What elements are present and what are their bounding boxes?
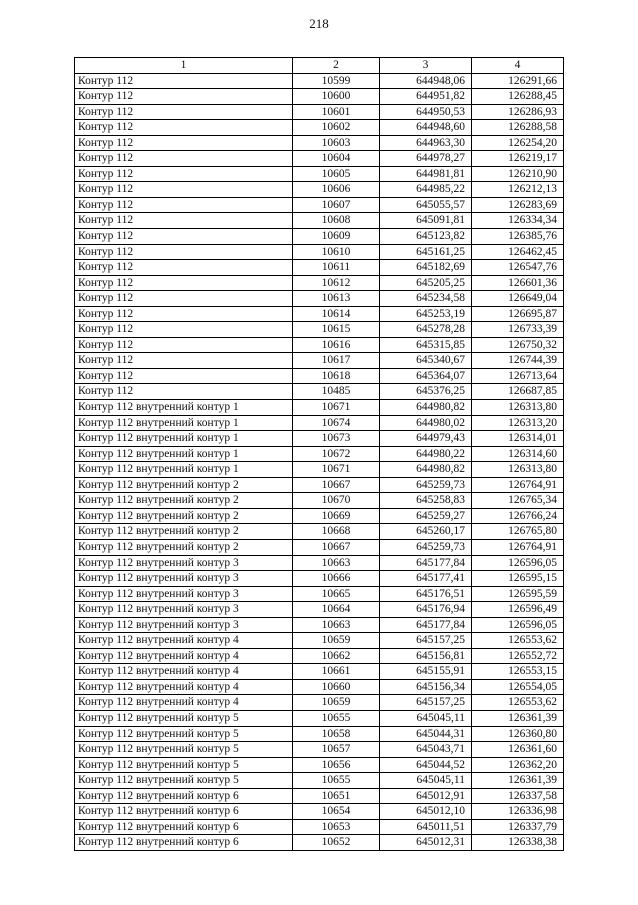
y-coordinate-cell: 126212,13 <box>472 182 564 198</box>
table-row <box>75 73 564 89</box>
x-coordinate-cell: 645155,91 <box>380 664 472 680</box>
y-coordinate-cell: 126313,80 <box>472 462 564 478</box>
contour-name-cell: Контур 112 внутренний контур 4 <box>75 695 293 711</box>
x-coordinate-cell: 645253,19 <box>380 306 472 322</box>
y-coordinate-cell: 126553,62 <box>472 633 564 649</box>
contour-name-cell: Контур 112 <box>75 135 293 151</box>
x-coordinate-cell: 645278,28 <box>380 322 472 338</box>
table-row <box>75 679 564 695</box>
point-number-cell: 10661 <box>293 664 380 680</box>
y-coordinate-cell: 126361,60 <box>472 742 564 758</box>
y-coordinate-cell: 126336,98 <box>472 804 564 820</box>
y-coordinate-cell: 126337,58 <box>472 788 564 804</box>
x-coordinate-cell: 644948,60 <box>380 120 472 136</box>
point-number-cell: 10607 <box>293 197 380 213</box>
point-number-cell: 10669 <box>293 508 380 524</box>
point-number-cell: 10656 <box>293 757 380 773</box>
table-row <box>75 524 564 540</box>
y-coordinate-cell: 126596,05 <box>472 617 564 633</box>
y-coordinate-cell: 126210,90 <box>472 166 564 182</box>
x-coordinate-cell: 645156,34 <box>380 679 472 695</box>
x-coordinate-cell: 645044,52 <box>380 757 472 773</box>
table-row <box>75 197 564 213</box>
point-number-cell: 10665 <box>293 586 380 602</box>
x-coordinate-cell: 645260,17 <box>380 524 472 540</box>
contour-name-cell: Контур 112 внутренний контур 3 <box>75 586 293 602</box>
y-coordinate-cell: 126254,20 <box>472 135 564 151</box>
point-number-cell: 10618 <box>293 368 380 384</box>
contour-name-cell: Контур 112 <box>75 291 293 307</box>
contour-name-cell: Контур 112 внутренний контур 2 <box>75 508 293 524</box>
y-coordinate-cell: 126649,04 <box>472 291 564 307</box>
y-coordinate-cell: 126313,20 <box>472 415 564 431</box>
table-row <box>75 415 564 431</box>
table-body <box>75 73 564 850</box>
y-coordinate-cell: 126547,76 <box>472 260 564 276</box>
table-row <box>75 788 564 804</box>
table-row <box>75 291 564 307</box>
y-coordinate-cell: 126596,49 <box>472 602 564 618</box>
x-coordinate-cell: 644981,81 <box>380 166 472 182</box>
table-row <box>75 135 564 151</box>
y-coordinate-cell: 126695,87 <box>472 306 564 322</box>
x-coordinate-cell: 645161,25 <box>380 244 472 260</box>
x-coordinate-cell: 645045,11 <box>380 773 472 789</box>
y-coordinate-cell: 126554,05 <box>472 679 564 695</box>
table-row <box>75 648 564 664</box>
y-coordinate-cell: 126360,80 <box>472 726 564 742</box>
table-row <box>75 384 564 400</box>
contour-name-cell: Контур 112 <box>75 213 293 229</box>
table-row <box>75 493 564 509</box>
y-coordinate-cell: 126385,76 <box>472 229 564 245</box>
x-coordinate-cell: 645157,25 <box>380 695 472 711</box>
point-number-cell: 10602 <box>293 120 380 136</box>
table-row <box>75 804 564 820</box>
column-header-x: 3 <box>380 58 472 74</box>
point-number-cell: 10603 <box>293 135 380 151</box>
point-number-cell: 10614 <box>293 306 380 322</box>
y-coordinate-cell: 126552,72 <box>472 648 564 664</box>
table-row <box>75 586 564 602</box>
contour-name-cell: Контур 112 внутренний контур 2 <box>75 539 293 555</box>
column-header-y: 4 <box>472 58 564 74</box>
point-number-cell: 10667 <box>293 477 380 493</box>
table-row <box>75 353 564 369</box>
x-coordinate-cell: 645012,10 <box>380 804 472 820</box>
x-coordinate-cell: 645234,58 <box>380 291 472 307</box>
x-coordinate-cell: 644980,02 <box>380 415 472 431</box>
x-coordinate-cell: 645315,85 <box>380 337 472 353</box>
table-row <box>75 368 564 384</box>
y-coordinate-cell: 126314,01 <box>472 431 564 447</box>
point-number-cell: 10657 <box>293 742 380 758</box>
contour-name-cell: Контур 112 <box>75 120 293 136</box>
table-row <box>75 602 564 618</box>
point-number-cell: 10663 <box>293 617 380 633</box>
y-coordinate-cell: 126553,62 <box>472 695 564 711</box>
table-row <box>75 337 564 353</box>
contour-name-cell: Контур 112 <box>75 182 293 198</box>
point-number-cell: 10604 <box>293 151 380 167</box>
table-row <box>75 260 564 276</box>
contour-name-cell: Контур 112 внутренний контур 6 <box>75 788 293 804</box>
contour-name-cell: Контур 112 внутренний контур 6 <box>75 819 293 835</box>
contour-name-cell: Контур 112 внутренний контур 6 <box>75 804 293 820</box>
contour-name-cell: Контур 112 внутренний контур 5 <box>75 710 293 726</box>
contour-name-cell: Контур 112 внутренний контур 3 <box>75 555 293 571</box>
table-row <box>75 120 564 136</box>
point-number-cell: 10670 <box>293 493 380 509</box>
contour-name-cell: Контур 112 <box>75 89 293 105</box>
point-number-cell: 10659 <box>293 695 380 711</box>
contour-name-cell: Контур 112 <box>75 306 293 322</box>
table-header-row <box>75 58 564 74</box>
table-row <box>75 89 564 105</box>
table-row <box>75 462 564 478</box>
x-coordinate-cell: 645177,41 <box>380 571 472 587</box>
x-coordinate-cell: 644979,43 <box>380 431 472 447</box>
x-coordinate-cell: 645259,73 <box>380 477 472 493</box>
x-coordinate-cell: 645055,57 <box>380 197 472 213</box>
contour-name-cell: Контур 112 внутренний контур 1 <box>75 400 293 416</box>
table-row <box>75 555 564 571</box>
point-number-cell: 10605 <box>293 166 380 182</box>
y-coordinate-cell: 126286,93 <box>472 104 564 120</box>
table-row <box>75 664 564 680</box>
point-number-cell: 10662 <box>293 648 380 664</box>
x-coordinate-cell: 645091,81 <box>380 213 472 229</box>
point-number-cell: 10617 <box>293 353 380 369</box>
contour-name-cell: Контур 112 внутренний контур 1 <box>75 431 293 447</box>
y-coordinate-cell: 126601,36 <box>472 275 564 291</box>
point-number-cell: 10610 <box>293 244 380 260</box>
point-number-cell: 10600 <box>293 89 380 105</box>
y-coordinate-cell: 126750,32 <box>472 337 564 353</box>
point-number-cell: 10655 <box>293 773 380 789</box>
x-coordinate-cell: 644980,82 <box>380 400 472 416</box>
table-row <box>75 633 564 649</box>
y-coordinate-cell: 126553,15 <box>472 664 564 680</box>
contour-name-cell: Контур 112 <box>75 244 293 260</box>
point-number-cell: 10599 <box>293 73 380 89</box>
x-coordinate-cell: 644963,30 <box>380 135 472 151</box>
contour-name-cell: Контур 112 <box>75 275 293 291</box>
y-coordinate-cell: 126596,05 <box>472 555 564 571</box>
y-coordinate-cell: 126334,34 <box>472 213 564 229</box>
x-coordinate-cell: 645012,91 <box>380 788 472 804</box>
contour-name-cell: Контур 112 внутренний контур 2 <box>75 477 293 493</box>
contour-name-cell: Контур 112 <box>75 384 293 400</box>
table-row <box>75 166 564 182</box>
x-coordinate-cell: 645258,83 <box>380 493 472 509</box>
point-number-cell: 10653 <box>293 819 380 835</box>
y-coordinate-cell: 126314,60 <box>472 446 564 462</box>
coordinates-table <box>74 57 564 851</box>
y-coordinate-cell: 126288,45 <box>472 89 564 105</box>
y-coordinate-cell: 126687,85 <box>472 384 564 400</box>
x-coordinate-cell: 645177,84 <box>380 617 472 633</box>
point-number-cell: 10611 <box>293 260 380 276</box>
x-coordinate-cell: 644948,06 <box>380 73 472 89</box>
point-number-cell: 10663 <box>293 555 380 571</box>
table-row <box>75 182 564 198</box>
contour-name-cell: Контур 112 внутренний контур 1 <box>75 446 293 462</box>
x-coordinate-cell: 645205,25 <box>380 275 472 291</box>
y-coordinate-cell: 126764,91 <box>472 539 564 555</box>
table-row <box>75 695 564 711</box>
point-number-cell: 10659 <box>293 633 380 649</box>
table-row <box>75 213 564 229</box>
point-number-cell: 10672 <box>293 446 380 462</box>
y-coordinate-cell: 126219,17 <box>472 151 564 167</box>
table-row <box>75 306 564 322</box>
y-coordinate-cell: 126361,39 <box>472 710 564 726</box>
y-coordinate-cell: 126595,59 <box>472 586 564 602</box>
point-number-cell: 10674 <box>293 415 380 431</box>
table-row <box>75 229 564 245</box>
contour-name-cell: Контур 112 <box>75 229 293 245</box>
table-row <box>75 757 564 773</box>
y-coordinate-cell: 126462,45 <box>472 244 564 260</box>
contour-name-cell: Контур 112 внутренний контур 4 <box>75 679 293 695</box>
y-coordinate-cell: 126361,39 <box>472 773 564 789</box>
x-coordinate-cell: 644985,22 <box>380 182 472 198</box>
x-coordinate-cell: 644980,22 <box>380 446 472 462</box>
contour-name-cell: Контур 112 внутренний контур 4 <box>75 633 293 649</box>
contour-name-cell: Контур 112 <box>75 368 293 384</box>
column-header-contour: 1 <box>75 58 293 74</box>
table-row <box>75 571 564 587</box>
y-coordinate-cell: 126288,58 <box>472 120 564 136</box>
contour-name-cell: Контур 112 внутренний контур 4 <box>75 648 293 664</box>
contour-name-cell: Контур 112 <box>75 353 293 369</box>
table-row <box>75 539 564 555</box>
contour-name-cell: Контур 112 внутренний контур 5 <box>75 757 293 773</box>
contour-name-cell: Контур 112 <box>75 151 293 167</box>
table-row <box>75 773 564 789</box>
x-coordinate-cell: 644951,82 <box>380 89 472 105</box>
x-coordinate-cell: 645045,11 <box>380 710 472 726</box>
point-number-cell: 10606 <box>293 182 380 198</box>
point-number-cell: 10671 <box>293 400 380 416</box>
point-number-cell: 10613 <box>293 291 380 307</box>
table-row <box>75 726 564 742</box>
y-coordinate-cell: 126744,39 <box>472 353 564 369</box>
table-row <box>75 446 564 462</box>
point-number-cell: 10671 <box>293 462 380 478</box>
y-coordinate-cell: 126765,34 <box>472 493 564 509</box>
point-number-cell: 10612 <box>293 275 380 291</box>
contour-name-cell: Контур 112 внутренний контур 5 <box>75 742 293 758</box>
contour-name-cell: Контур 112 <box>75 337 293 353</box>
point-number-cell: 10655 <box>293 710 380 726</box>
point-number-cell: 10666 <box>293 571 380 587</box>
x-coordinate-cell: 645177,84 <box>380 555 472 571</box>
page-number: 218 <box>309 16 329 31</box>
x-coordinate-cell: 644950,53 <box>380 104 472 120</box>
x-coordinate-cell: 645176,51 <box>380 586 472 602</box>
y-coordinate-cell: 126733,39 <box>472 322 564 338</box>
x-coordinate-cell: 645123,82 <box>380 229 472 245</box>
x-coordinate-cell: 645376,25 <box>380 384 472 400</box>
contour-name-cell: Контур 112 внутренний контур 1 <box>75 462 293 478</box>
contour-name-cell: Контур 112 <box>75 104 293 120</box>
point-number-cell: 10668 <box>293 524 380 540</box>
table-row <box>75 151 564 167</box>
point-number-cell: 10673 <box>293 431 380 447</box>
contour-name-cell: Контур 112 внутренний контур 4 <box>75 664 293 680</box>
y-coordinate-cell: 126283,69 <box>472 197 564 213</box>
x-coordinate-cell: 645157,25 <box>380 633 472 649</box>
point-number-cell: 10660 <box>293 679 380 695</box>
contour-name-cell: Контур 112 внутренний контур 2 <box>75 493 293 509</box>
contour-name-cell: Контур 112 внутренний контур 6 <box>75 835 293 851</box>
x-coordinate-cell: 645259,73 <box>380 539 472 555</box>
contour-name-cell: Контур 112 внутренний контур 3 <box>75 571 293 587</box>
x-coordinate-cell: 644980,82 <box>380 462 472 478</box>
contour-name-cell: Контур 112 <box>75 322 293 338</box>
y-coordinate-cell: 126765,80 <box>472 524 564 540</box>
x-coordinate-cell: 645012,31 <box>380 835 472 851</box>
point-number-cell: 10616 <box>293 337 380 353</box>
point-number-cell: 10615 <box>293 322 380 338</box>
point-number-cell: 10664 <box>293 602 380 618</box>
y-coordinate-cell: 126338,38 <box>472 835 564 851</box>
table-row <box>75 835 564 851</box>
table-row <box>75 742 564 758</box>
table-row <box>75 508 564 524</box>
y-coordinate-cell: 126362,20 <box>472 757 564 773</box>
point-number-cell: 10485 <box>293 384 380 400</box>
contour-name-cell: Контур 112 внутренний контур 3 <box>75 602 293 618</box>
table-row <box>75 400 564 416</box>
table-row <box>75 819 564 835</box>
table-row <box>75 617 564 633</box>
contour-name-cell: Контур 112 <box>75 166 293 182</box>
table-row <box>75 244 564 260</box>
table-row <box>75 322 564 338</box>
table-row <box>75 477 564 493</box>
y-coordinate-cell: 126766,24 <box>472 508 564 524</box>
table-row <box>75 275 564 291</box>
contour-name-cell: Контур 112 внутренний контур 5 <box>75 773 293 789</box>
contour-name-cell: Контур 112 внутренний контур 3 <box>75 617 293 633</box>
y-coordinate-cell: 126764,91 <box>472 477 564 493</box>
point-number-cell: 10609 <box>293 229 380 245</box>
contour-name-cell: Контур 112 <box>75 260 293 276</box>
table-row <box>75 710 564 726</box>
contour-name-cell: Контур 112 внутренний контур 2 <box>75 524 293 540</box>
y-coordinate-cell: 126313,80 <box>472 400 564 416</box>
contour-name-cell: Контур 112 внутренний контур 1 <box>75 415 293 431</box>
y-coordinate-cell: 126337,79 <box>472 819 564 835</box>
x-coordinate-cell: 645176,94 <box>380 602 472 618</box>
x-coordinate-cell: 645340,67 <box>380 353 472 369</box>
x-coordinate-cell: 645043,71 <box>380 742 472 758</box>
point-number-cell: 10654 <box>293 804 380 820</box>
y-coordinate-cell: 126291,66 <box>472 73 564 89</box>
y-coordinate-cell: 126595,15 <box>472 571 564 587</box>
x-coordinate-cell: 645011,51 <box>380 819 472 835</box>
x-coordinate-cell: 645156,81 <box>380 648 472 664</box>
point-number-cell: 10608 <box>293 213 380 229</box>
contour-name-cell: Контур 112 <box>75 197 293 213</box>
point-number-cell: 10651 <box>293 788 380 804</box>
x-coordinate-cell: 645259,27 <box>380 508 472 524</box>
y-coordinate-cell: 126713,64 <box>472 368 564 384</box>
table-row <box>75 431 564 447</box>
point-number-cell: 10658 <box>293 726 380 742</box>
contour-name-cell: Контур 112 <box>75 73 293 89</box>
x-coordinate-cell: 645044,31 <box>380 726 472 742</box>
x-coordinate-cell: 645182,69 <box>380 260 472 276</box>
point-number-cell: 10667 <box>293 539 380 555</box>
x-coordinate-cell: 645364,07 <box>380 368 472 384</box>
column-header-point-number: 2 <box>293 58 380 74</box>
x-coordinate-cell: 644978,27 <box>380 151 472 167</box>
point-number-cell: 10652 <box>293 835 380 851</box>
table-row <box>75 104 564 120</box>
point-number-cell: 10601 <box>293 104 380 120</box>
contour-name-cell: Контур 112 внутренний контур 5 <box>75 726 293 742</box>
